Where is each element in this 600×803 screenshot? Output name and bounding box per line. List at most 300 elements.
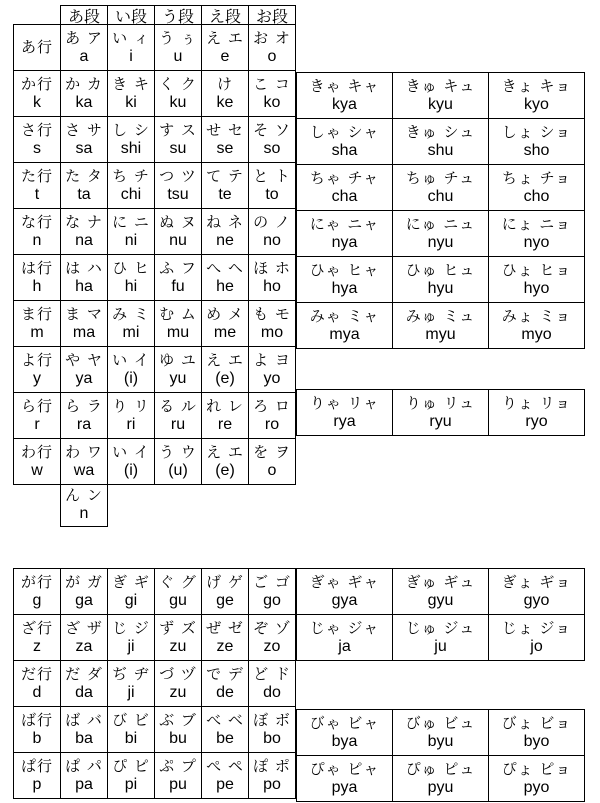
youon-cell <box>297 710 393 756</box>
romaji-text: pyu <box>427 778 454 796</box>
youon-cell <box>393 257 489 303</box>
romaji-text: ju <box>434 637 447 655</box>
column-header: え段 <box>202 5 249 25</box>
romaji-text: cha <box>331 187 358 205</box>
romaji-text: re <box>217 415 233 433</box>
kana-cell <box>108 117 155 163</box>
romaji-text: so <box>263 139 281 157</box>
romaji-text: ryu <box>429 412 452 430</box>
romaji-text: no <box>263 231 281 249</box>
kana-cell <box>202 753 249 799</box>
kana-text: め メ <box>206 304 244 323</box>
row-header <box>14 163 61 209</box>
kana-text: せ セ <box>206 120 244 139</box>
romaji-text: chu <box>427 187 454 205</box>
romaji-text: kyu <box>428 95 453 113</box>
romaji-text: de <box>216 683 234 701</box>
kana-text: ね ネ <box>206 212 244 231</box>
youon-cell <box>297 119 393 165</box>
kana-text: い イ <box>112 350 150 369</box>
kana-text: く ク <box>159 74 197 93</box>
row-head-romaji: g <box>32 591 42 609</box>
kana-text: ぎゅ ギュ <box>405 572 476 591</box>
youon-cell <box>489 756 585 802</box>
youon-cell <box>489 73 585 119</box>
romaji-text: sho <box>523 141 550 159</box>
youon-table <box>296 72 585 349</box>
kana-cell <box>155 117 202 163</box>
kana-text: じゅ ジュ <box>405 618 476 637</box>
kana-text: ら ラ <box>65 396 103 415</box>
kana-cell <box>155 209 202 255</box>
romaji-text: i <box>129 47 133 65</box>
kana-text: ぴ ピ <box>112 756 150 775</box>
romaji-text: nu <box>169 231 187 249</box>
row-head-romaji: z <box>33 637 41 655</box>
youon-cell <box>297 615 393 661</box>
romaji-text: pyo <box>523 778 550 796</box>
kana-cell <box>249 439 296 485</box>
youon-cell <box>489 710 585 756</box>
romaji-text: ko <box>263 93 281 111</box>
romaji-text: cho <box>523 187 550 205</box>
kana-cell <box>61 301 108 347</box>
row-header <box>14 661 61 707</box>
romaji-text: ni <box>124 231 138 249</box>
row-head-romaji: s <box>33 139 41 157</box>
row-head-kana: が行 <box>20 572 53 591</box>
romaji-text: ge <box>216 591 234 609</box>
kana-text: ぐ グ <box>159 572 197 591</box>
romaji-text: myu <box>425 325 456 343</box>
kana-cell <box>61 439 108 485</box>
kana-cell <box>61 707 108 753</box>
romaji-text: nyo <box>523 233 550 251</box>
romaji-text: ne <box>216 231 234 249</box>
kana-text: な ナ <box>65 212 103 231</box>
kana-text: びゅ ビュ <box>405 713 476 732</box>
kana-text: げ ゲ <box>206 572 244 591</box>
kana-text: か カ <box>65 74 103 93</box>
kana-text: きゅ シュ <box>405 122 476 141</box>
youon-cell <box>489 303 585 349</box>
column-header: い段 <box>108 5 155 25</box>
kana-cell <box>202 163 249 209</box>
kana-text: に ニ <box>112 212 150 231</box>
kana-cell <box>249 615 296 661</box>
kana-text: りゅ リュ <box>405 393 476 412</box>
romaji-text: bu <box>169 729 187 747</box>
kana-cell <box>61 71 108 117</box>
row-header <box>14 255 61 301</box>
kana-text: きゅ キュ <box>405 76 476 95</box>
romaji-text: ji <box>127 683 135 701</box>
romaji-text: (e) <box>215 461 235 479</box>
kana-text: ぼ ボ <box>253 710 291 729</box>
romaji-text: bya <box>331 732 358 750</box>
column-header: あ段 <box>61 5 108 25</box>
kana-cell <box>249 569 296 615</box>
kana-text: れ レ <box>206 396 244 415</box>
kana-text: ぽ ポ <box>253 756 291 775</box>
kana-text: ち チ <box>112 166 150 185</box>
kana-text: ぴゃ ピャ <box>309 759 380 778</box>
kana-cell <box>202 301 249 347</box>
kana-text: づ ヅ <box>159 664 197 683</box>
kana-text: で デ <box>206 664 244 683</box>
youon-cell <box>393 710 489 756</box>
kana-cell <box>61 753 108 799</box>
romaji-text: po <box>263 775 281 793</box>
kana-cell-n <box>61 483 108 527</box>
kana-text: り リ <box>112 396 150 415</box>
romaji-text: (u) <box>168 461 188 479</box>
romaji-text: o <box>267 47 277 65</box>
romaji-text: hi <box>124 277 138 295</box>
kana-text: ま マ <box>65 304 103 323</box>
kana-cell <box>61 209 108 255</box>
romaji-text: chi <box>120 185 142 203</box>
row-head-kana: よ行 <box>20 350 53 369</box>
kana-text: ひゃ ヒャ <box>309 260 380 279</box>
kana-cell <box>202 209 249 255</box>
kana-text: だ ダ <box>65 664 103 683</box>
youon-cell <box>489 257 585 303</box>
kana-text: びょ ビョ <box>501 713 572 732</box>
romaji-text: ki <box>125 93 137 111</box>
romaji-text: hyu <box>427 279 454 297</box>
youon-cell <box>489 390 585 436</box>
romaji-text: (i) <box>123 461 139 479</box>
youon-cell <box>393 211 489 257</box>
kana-cell <box>249 753 296 799</box>
romaji-text: gyu <box>427 591 454 609</box>
row-header <box>14 707 61 753</box>
romaji-text: hyo <box>523 279 550 297</box>
row-head-kana: ざ行 <box>20 618 53 637</box>
kana-cell <box>249 301 296 347</box>
kana-cell <box>61 615 108 661</box>
kana-text: わ ワ <box>65 442 103 461</box>
kana-text: そ ソ <box>253 120 291 139</box>
kana-text: ぴゅ ピュ <box>405 759 476 778</box>
kana-text: い イ <box>112 442 150 461</box>
corner-cell <box>13 5 61 25</box>
kana-cell <box>108 301 155 347</box>
row-header <box>14 439 61 485</box>
kana-text: い ィ <box>112 28 150 47</box>
row-head-romaji: h <box>32 277 42 295</box>
kana-cell <box>155 439 202 485</box>
kana-cell <box>202 255 249 301</box>
kana-cell <box>108 569 155 615</box>
kana-text: む ム <box>159 304 197 323</box>
youon-cell <box>393 390 489 436</box>
romaji-text: jo <box>530 637 543 655</box>
kana-cell <box>155 163 202 209</box>
kana-cell <box>155 753 202 799</box>
kana-cell <box>202 439 249 485</box>
romaji-text: zu <box>169 637 187 655</box>
kana-cell <box>61 163 108 209</box>
romaji-text: nya <box>331 233 358 251</box>
kana-cell <box>155 707 202 753</box>
romaji-text: zu <box>169 683 187 701</box>
youon-cell <box>393 165 489 211</box>
kana-text: じ ジ <box>112 618 150 637</box>
row-header <box>14 25 61 71</box>
kana-text: じゃ ジャ <box>309 618 380 637</box>
kana-text: え エ <box>206 350 244 369</box>
kana-cell <box>155 301 202 347</box>
kana-cell <box>61 25 108 71</box>
youon-cell <box>393 756 489 802</box>
kana-cell <box>61 393 108 439</box>
kana-cell <box>155 615 202 661</box>
row-head-romaji: m <box>30 323 44 341</box>
romaji-text: byo <box>523 732 550 750</box>
youon-cell <box>297 756 393 802</box>
romaji-text: bi <box>124 729 138 747</box>
kana-cell <box>249 117 296 163</box>
romaji-text: ya <box>75 369 93 387</box>
romaji-text: n <box>79 504 89 522</box>
kana-cell <box>108 255 155 301</box>
kana-text: う ぅ <box>159 28 197 47</box>
romaji-text: ma <box>72 323 96 341</box>
romaji-text: tsu <box>167 185 189 203</box>
kana-text: みゅ ミュ <box>405 306 476 325</box>
gojuon-table <box>13 5 296 485</box>
kana-text: け <box>216 74 233 93</box>
romaji-text: ra <box>76 415 92 433</box>
youon-cell <box>489 165 585 211</box>
kana-text: きゃ キャ <box>309 76 380 95</box>
kana-text: べ ベ <box>206 710 244 729</box>
kana-text: え エ <box>206 28 244 47</box>
romaji-text: ji <box>127 637 135 655</box>
romaji-text: ri <box>126 415 136 433</box>
kana-cell <box>61 117 108 163</box>
kana-text: じょ ジョ <box>501 618 572 637</box>
kana-text: え エ <box>206 442 244 461</box>
romaji-text: mo <box>260 323 284 341</box>
kana-cell <box>108 163 155 209</box>
kana-cell <box>61 347 108 393</box>
kana-text: て テ <box>206 166 244 185</box>
kana-text: み ミ <box>112 304 150 323</box>
kana-cell <box>108 209 155 255</box>
youon-cell <box>489 119 585 165</box>
kana-cell <box>249 71 296 117</box>
romaji-text: he <box>216 277 234 295</box>
kana-cell <box>155 25 202 71</box>
romaji-text: shu <box>427 141 454 159</box>
row-head-kana: ら行 <box>20 396 53 415</box>
kana-text: ひ ヒ <box>112 258 150 277</box>
romaji-text: shi <box>120 139 142 157</box>
kana-text: は ハ <box>65 258 103 277</box>
kana-text: ひょ ヒョ <box>501 260 572 279</box>
kana-cell <box>155 347 202 393</box>
row-head-kana: た行 <box>20 166 53 185</box>
row-header <box>14 393 61 439</box>
kana-text: にゃ ニャ <box>309 214 380 233</box>
kana-cell <box>202 707 249 753</box>
kana-text: にゅ ニュ <box>405 214 476 233</box>
kana-cell <box>155 661 202 707</box>
romaji-text: rya <box>333 412 356 430</box>
youon-cell <box>489 615 585 661</box>
kana-text: お オ <box>253 28 291 47</box>
row-head-romaji: r <box>34 415 40 433</box>
romaji-text: zo <box>263 637 281 655</box>
romaji-text: a <box>79 47 89 65</box>
row-head-romaji: p <box>32 775 42 793</box>
romaji-text: ru <box>170 415 186 433</box>
kana-text: きょ キョ <box>501 76 572 95</box>
kana-cell <box>61 569 108 615</box>
romaji-text: (e) <box>215 369 235 387</box>
kana-cell <box>249 347 296 393</box>
kana-cell <box>155 71 202 117</box>
kana-text: ぱ パ <box>65 756 103 775</box>
kana-cell <box>202 661 249 707</box>
kana-cell <box>155 393 202 439</box>
romaji-text: me <box>213 323 237 341</box>
youon-cell <box>297 390 393 436</box>
kana-cell <box>108 661 155 707</box>
kana-text: ぜ ゼ <box>206 618 244 637</box>
romaji-text: ha <box>75 277 93 295</box>
kana-text: ぶ ブ <box>159 710 197 729</box>
romaji-text: ja <box>338 637 351 655</box>
kana-cell <box>249 255 296 301</box>
row-head-kana: わ行 <box>20 442 53 461</box>
romaji-text: pu <box>169 775 187 793</box>
kana-text: も モ <box>253 304 291 323</box>
dakuon-youon-table <box>296 568 585 661</box>
romaji-text: su <box>169 139 187 157</box>
romaji-text: kyo <box>524 95 549 113</box>
kana-text: ふ フ <box>159 258 197 277</box>
kana-cell <box>249 25 296 71</box>
romaji-text: gi <box>124 591 138 609</box>
romaji-text: gu <box>169 591 187 609</box>
row-header <box>14 347 61 393</box>
row-head-romaji: n <box>32 231 42 249</box>
kana-text: ご ゴ <box>253 572 291 591</box>
kana-text: よ ヨ <box>253 350 291 369</box>
romaji-text: byu <box>427 732 454 750</box>
row-header <box>14 209 61 255</box>
romaji-text: ba <box>75 729 93 747</box>
kana-cell <box>108 71 155 117</box>
romaji-text: ro <box>264 415 280 433</box>
romaji-text: se <box>216 139 234 157</box>
kana-text: ん ン <box>65 485 103 504</box>
romaji-text: da <box>75 683 93 701</box>
kana-text: ほ ホ <box>253 258 291 277</box>
youon-cell <box>393 303 489 349</box>
column-header: う段 <box>155 5 202 25</box>
romaji-text: ze <box>216 637 234 655</box>
row-head-romaji: k <box>33 93 41 111</box>
youon-cell <box>297 257 393 303</box>
youon-cell <box>393 569 489 615</box>
kana-cell <box>202 569 249 615</box>
romaji-text: gya <box>331 591 358 609</box>
kana-text: しょ ショ <box>501 122 572 141</box>
kana-cell <box>155 569 202 615</box>
romaji-text: fu <box>171 277 185 295</box>
romaji-text: ka <box>75 93 93 111</box>
kana-text: あ ア <box>65 28 103 47</box>
kana-cell <box>249 393 296 439</box>
row-head-kana: は行 <box>20 258 53 277</box>
kana-cell <box>202 117 249 163</box>
romaji-text: kya <box>332 95 357 113</box>
dakuon-youon-table-2 <box>296 709 585 802</box>
kana-text: ろ ロ <box>253 396 291 415</box>
youon-cell <box>297 73 393 119</box>
romaji-text: pi <box>124 775 138 793</box>
kana-cell <box>61 661 108 707</box>
kana-cell <box>249 661 296 707</box>
row-header <box>14 753 61 799</box>
row-head-kana: ば行 <box>20 710 53 729</box>
kana-text: を ヲ <box>253 442 291 461</box>
kana-text: ざ ザ <box>65 618 103 637</box>
kana-cell <box>108 615 155 661</box>
kana-text: う ウ <box>159 442 197 461</box>
kana-text: ちゃ チャ <box>309 168 380 187</box>
youon-cell <box>297 569 393 615</box>
row-head-kana: か行 <box>20 74 53 93</box>
kana-cell <box>61 255 108 301</box>
kana-text: や ヤ <box>65 350 103 369</box>
kana-text: しゃ シャ <box>309 122 380 141</box>
kana-cell <box>249 209 296 255</box>
youon-cell <box>393 615 489 661</box>
kana-cell <box>108 25 155 71</box>
kana-text: ぎ ギ <box>112 572 150 591</box>
romaji-text: ta <box>77 185 91 203</box>
youon-cell <box>489 569 585 615</box>
row-head-romaji: d <box>32 683 42 701</box>
kana-cell <box>108 393 155 439</box>
kana-cell <box>202 25 249 71</box>
row-head-kana: あ行 <box>20 38 53 56</box>
youon-cell <box>297 211 393 257</box>
kana-text: の ノ <box>253 212 291 231</box>
kana-text: ゆ ユ <box>159 350 197 369</box>
romaji-text: sha <box>331 141 358 159</box>
kana-text: こ コ <box>253 74 291 93</box>
kana-text: ず ズ <box>159 618 197 637</box>
romaji-text: e <box>220 47 230 65</box>
romaji-text: (i) <box>123 369 139 387</box>
kana-text: りょ リョ <box>501 393 572 412</box>
youon-cell <box>297 165 393 211</box>
kana-text: と ト <box>253 166 291 185</box>
kana-text: ぎゃ ギャ <box>309 572 380 591</box>
kana-cell <box>202 347 249 393</box>
romaji-text: be <box>216 729 234 747</box>
column-header: お段 <box>249 5 296 25</box>
kana-text: みゃ ミャ <box>309 306 380 325</box>
kana-cell <box>249 163 296 209</box>
